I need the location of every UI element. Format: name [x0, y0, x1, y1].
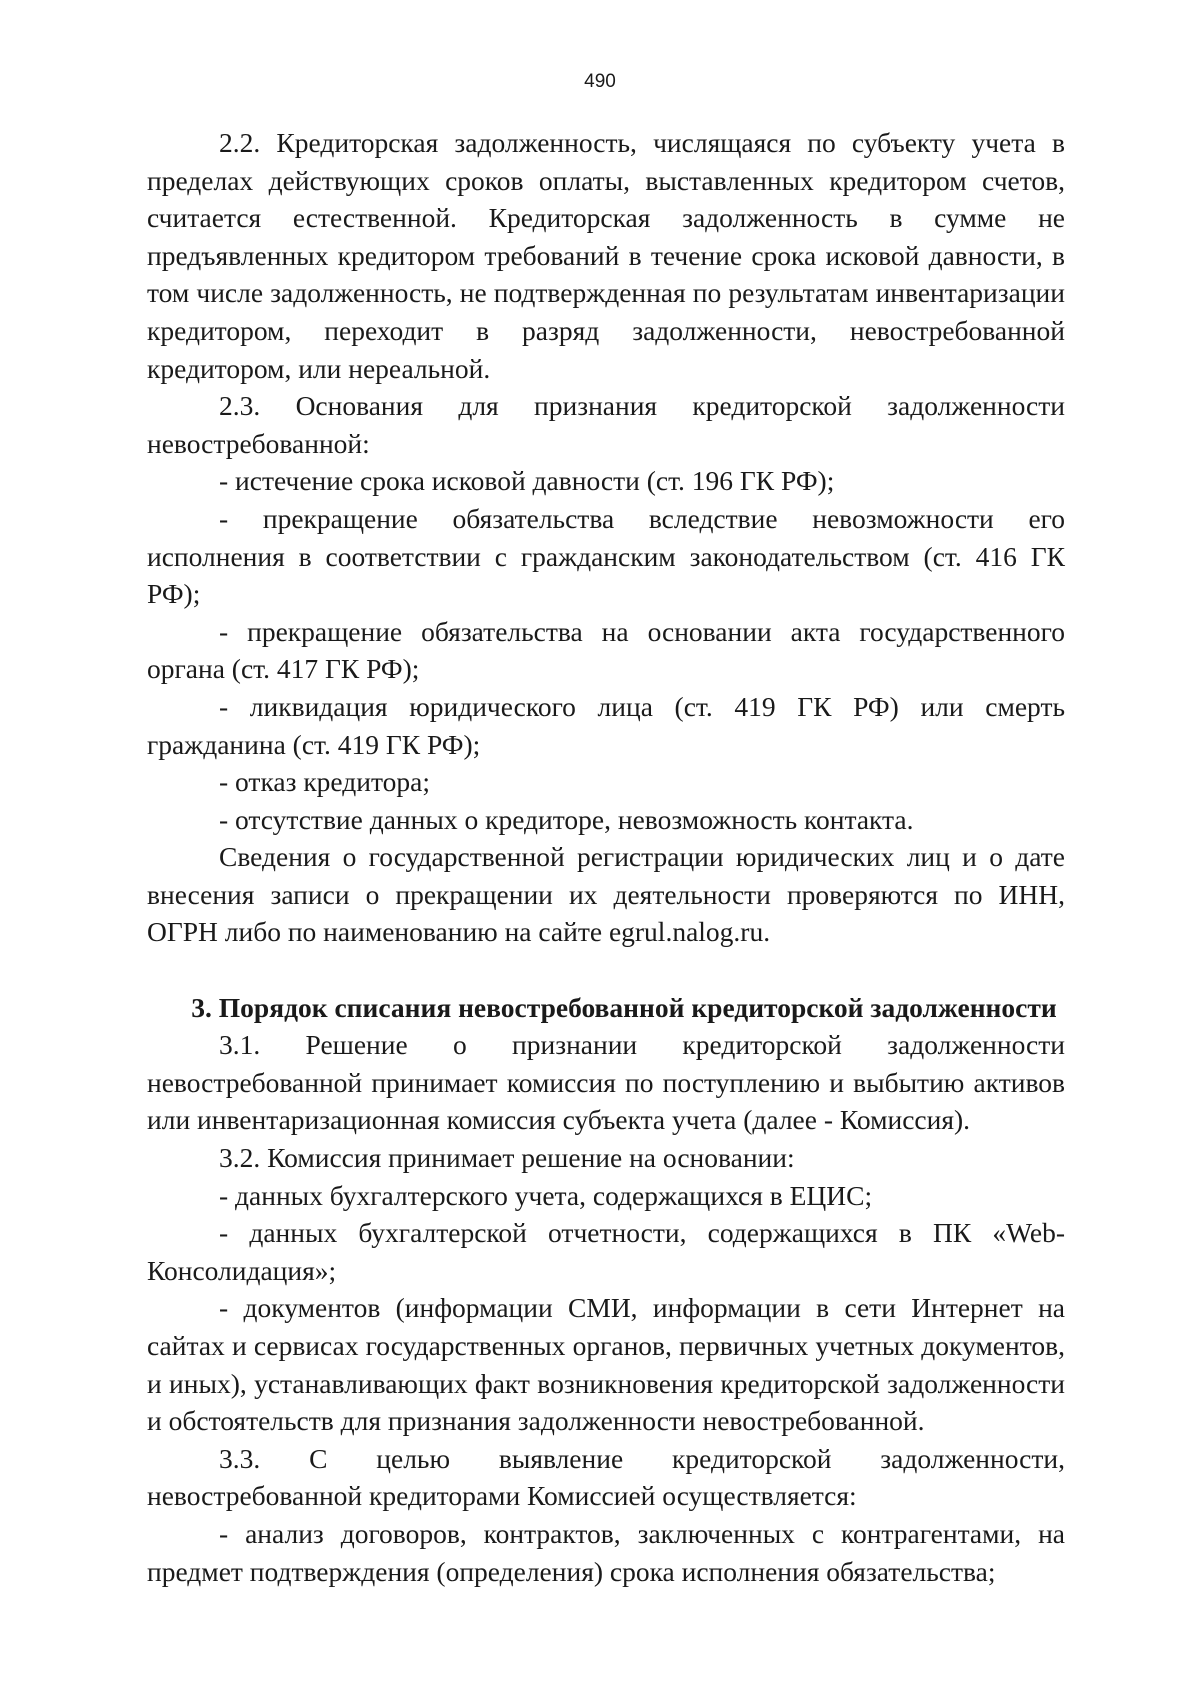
section-heading: 3. Порядок списания невостребованной кредиторской задолженности: [191, 991, 1057, 1023]
list-item-liquidation: - ликвидация юридического лица (ст. 419 ГК РФ) или смерть гражданина (ст. 419 ГК РФ);: [147, 690, 1065, 760]
page-number: 490: [584, 71, 616, 92]
paragraph-3-1: 3.1. Решение о признании кредиторской задолженности невостребованной принимает комиссия по поступлению и выбытию активов или инвентаризационная комиссия субъекта учета (далее - Комиссия).: [147, 1029, 1065, 1136]
list-item-no-data: - отсутствие данных о кредиторе, невозможность контакта.: [219, 803, 914, 835]
paragraph-2-3: 2.3. Основания для признания кредиторской задолженности невостребованной:: [147, 390, 1065, 459]
paragraph-3-2: 3.2. Комиссия принимает решение на основании:: [219, 1142, 795, 1174]
paragraph-egrul: Сведения о государственной регистрации юридических лиц и о дате внесения записи о прекращении их деятельности проверяются по ИНН, ОГРН либо по наименованию на сайте egrul.nalog.ru.: [147, 841, 1065, 948]
list-item-documents: - документов (информации СМИ, информации в сети Интернет на сайтах и сервисах государственных органов, первичных учетных документов, и иных), устанавливающих факт возникновения кредиторской задолженности и обстоятельств для признания задолженности невостребованной.: [147, 1292, 1065, 1437]
list-item-accounting-data: - данных бухгалтерского учета, содержащихся в ЕЦИС;: [219, 1179, 873, 1211]
blank-line: [147, 951, 1065, 989]
paragraph-3-3: 3.3. С целью выявление кредиторской задолженности, невостребованной кредиторами Комиссией осуществляется:: [147, 1442, 1065, 1512]
document-body: [147, 124, 1065, 1590]
list-item-creditor-refusal: - отказ кредитора;: [219, 766, 430, 798]
list-item-contract-analysis: - анализ договоров, контрактов, заключенных с контрагентами, на предмет подтверждения (определения) срока исполнения обязательства;: [147, 1517, 1065, 1587]
paragraph-2-2: 2.2. Кредиторская задолженность, числящаяся по субъекту учета в пределах действующих сроков оплаты, выставленных кредитором счетов, считается естественной. Кредиторская задолженность в сумме не предъявленных кредитором требований в течение срока исковой давности, в том числе задолженность, не подтвержденная по результатам инвентаризации кредитором, переходит в разряд задолженности, невостребованной кредитором, или нереальной.: [147, 127, 1065, 384]
list-item-impossibility: - прекращение обязательства вследствие невозможности его исполнения в соответствии с гражданским законодательством (ст. 416 ГК РФ);: [147, 502, 1065, 610]
list-item-reporting-data: - данных бухгалтерской отчетности, содержащихся в ПК «Web-Консолидация»;: [147, 1217, 1065, 1286]
list-item-limitation-period: - истечение срока исковой давности (ст. 196 ГК РФ);: [219, 465, 835, 497]
list-item-state-act: - прекращение обязательства на основании акта государственного органа (ст. 417 ГК РФ);: [147, 615, 1065, 685]
